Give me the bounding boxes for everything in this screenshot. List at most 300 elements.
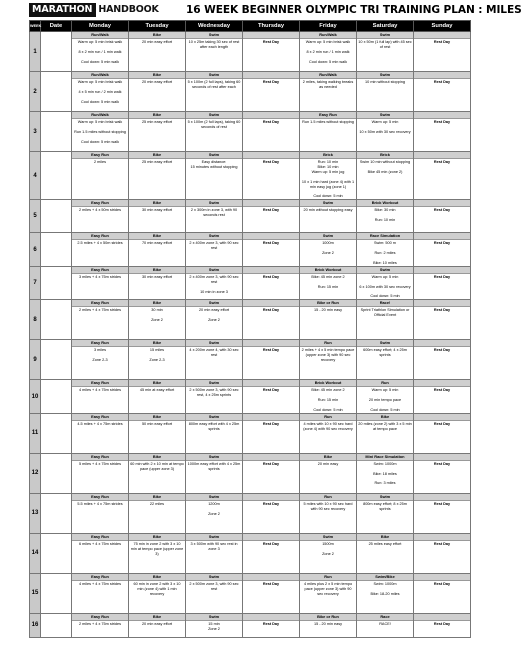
week-row — [30, 340, 471, 380]
day-cell-sunday — [414, 32, 471, 72]
day-cell-thursday — [243, 266, 300, 300]
workout-details: 1500m Zone 2 — [322, 541, 334, 556]
activity-label — [243, 300, 299, 307]
workout-details: Rest Day — [433, 274, 451, 279]
workout-details: Rest Day — [262, 421, 280, 426]
activity-label — [243, 152, 299, 159]
activity-label: Easy Run — [72, 340, 128, 347]
activity-label: Bike — [357, 414, 413, 421]
workout-details: 3 x 500m with 90 sec rest in zone 3 — [190, 541, 238, 551]
day-cell-wednesday — [186, 573, 243, 613]
workout-details: 3 miles + 4 x 75m strides — [78, 274, 122, 279]
activity-label — [243, 614, 299, 621]
day-cell-tuesday — [129, 112, 186, 152]
week-number: 3 — [30, 112, 41, 152]
activity-label: Bike — [129, 300, 185, 307]
training-plan-table — [29, 20, 471, 638]
day-cell-monday — [72, 453, 129, 493]
week-row — [30, 300, 471, 340]
workout-details: 20 miles (zone 2) with 3 x 5 min at tempo pace — [358, 421, 412, 431]
date-cell[interactable] — [41, 413, 72, 453]
workout-details: Rest Day — [262, 80, 280, 84]
day-cell-tuesday — [129, 72, 186, 112]
activity-label — [243, 534, 299, 541]
activity-label: Easy Run — [72, 534, 128, 541]
week-number: 16 — [30, 613, 41, 637]
activity-label — [414, 614, 470, 621]
activity-label — [243, 454, 299, 461]
workout-details: 2 miles + 4 x 75m strides — [78, 308, 122, 313]
day-cell-friday — [300, 266, 357, 300]
activity-label: Brick Workout — [300, 267, 356, 274]
day-cell-tuesday — [129, 493, 186, 533]
workout-details: 800m easy effort with 4 x 25m sprints — [188, 421, 240, 431]
activity-label — [243, 380, 299, 387]
week-number: 6 — [30, 233, 41, 267]
day-cell-tuesday — [129, 340, 186, 380]
activity-label: Swim — [357, 494, 413, 501]
workout-details: Rest Day — [433, 501, 451, 506]
workout-details: Rest Day — [433, 40, 451, 44]
workout-details: Run 1.5 miles without stopping — [302, 120, 354, 124]
activity-label: Bike — [129, 574, 185, 581]
day-cell-wednesday — [186, 300, 243, 340]
day-cell-tuesday — [129, 300, 186, 340]
date-cell[interactable] — [41, 112, 72, 152]
workout-details: 10 min without stopping — [365, 80, 405, 84]
week-row — [30, 233, 471, 267]
workout-details: Rest Day — [262, 274, 280, 279]
week-number: 9 — [30, 340, 41, 380]
workout-details: 60 min with 2 x 10 min at tempo pace (upper zone 3) — [130, 461, 184, 471]
day-cell-tuesday — [129, 233, 186, 267]
workout-details: Rest Day — [262, 461, 280, 466]
day-cell-thursday — [243, 72, 300, 112]
workout-details: Warm up: 5 min brisk walk Run 1.5 miles without stopping Cool down: 5 min walk — [74, 120, 126, 144]
day-cell-monday — [72, 32, 129, 72]
day-cell-thursday — [243, 613, 300, 637]
day-cell-saturday — [357, 340, 414, 380]
day-cell-wednesday — [186, 266, 243, 300]
day-cell-saturday — [357, 533, 414, 573]
day-cell-monday — [72, 300, 129, 340]
header-week: WEEK — [30, 21, 41, 32]
header-friday: Friday — [300, 21, 357, 32]
week-number: 2 — [30, 72, 41, 112]
workout-details: Rest Day — [262, 120, 280, 124]
workout-details: 5 miles + 4 x 75m strides — [78, 461, 122, 466]
day-cell-friday — [300, 573, 357, 613]
workout-details: Rest Day — [433, 348, 451, 353]
activity-label: Swim — [357, 267, 413, 274]
workout-details: Rest Day — [262, 40, 280, 44]
day-cell-thursday — [243, 233, 300, 267]
day-cell-monday — [72, 200, 129, 233]
activity-label — [414, 494, 470, 501]
workout-details: Run: 10 min Bike: 10 min Warm up: 5 min jog 10 x 1 min hard (zone 4) with 1 min easy jog (zone 1) Cool down: 5 min — [301, 160, 355, 199]
activity-label: Bike — [129, 380, 185, 387]
activity-label — [414, 534, 470, 541]
workout-details: 2 miles — [93, 160, 107, 164]
date-cell[interactable] — [41, 573, 72, 613]
activity-label: Run — [300, 574, 356, 581]
workout-details: 4 miles + 4 x 75m strides — [78, 388, 122, 393]
activity-label: Brick Workout — [357, 200, 413, 207]
activity-label: Bike — [129, 233, 185, 240]
day-cell-sunday — [414, 613, 471, 637]
activity-label: Bike — [129, 112, 185, 119]
workout-details: Rest Day — [433, 241, 451, 246]
workout-details: 4.5 miles + 4 x 75m strides — [77, 421, 123, 426]
workout-details: 2 x 400m zone 3, with 90 sec rest 10 min in zone 3 — [189, 274, 239, 294]
workout-details: Rest Day — [262, 388, 280, 393]
week-row — [30, 573, 471, 613]
day-cell-sunday — [414, 233, 471, 267]
day-cell-saturday — [357, 266, 414, 300]
workout-details: Rest Day — [433, 308, 451, 313]
day-cell-wednesday — [186, 533, 243, 573]
activity-label: Swim — [357, 112, 413, 119]
date-cell[interactable] — [41, 72, 72, 112]
activity-label: Brick Workout — [300, 380, 356, 387]
activity-label: Easy Run — [72, 233, 128, 240]
activity-label — [243, 414, 299, 421]
date-cell[interactable] — [41, 233, 72, 267]
workout-details: 15 - 20 min easy — [313, 621, 343, 626]
activity-label: Run/Walk — [72, 72, 128, 79]
activity-label: Race — [357, 614, 413, 621]
day-cell-friday — [300, 233, 357, 267]
day-cell-friday — [300, 413, 357, 453]
workout-details: 3 miles Zone 2-3 — [92, 348, 108, 363]
day-cell-saturday — [357, 493, 414, 533]
logo-word-marathon: MARATHON — [29, 3, 96, 17]
activity-label: Bike — [129, 494, 185, 501]
activity-label: Run/Walk — [72, 112, 128, 119]
week-row — [30, 152, 471, 200]
plan-title: 16 WEEK BEGINNER OLYMPIC TRI TRAINING PLAN : MILES — [186, 4, 522, 16]
workout-details: 4 x 200m zone 4, with 30 sec rest — [189, 348, 239, 358]
day-cell-thursday — [243, 413, 300, 453]
day-cell-saturday — [357, 200, 414, 233]
activity-label: Easy Run — [72, 380, 128, 387]
activity-label — [243, 340, 299, 347]
day-cell-monday — [72, 266, 129, 300]
day-cell-saturday — [357, 380, 414, 414]
activity-label — [243, 200, 299, 207]
activity-label — [414, 32, 470, 39]
workout-details: 10 x 25m taking 30 sec of rest after each length — [188, 40, 240, 49]
table-header-row — [30, 21, 471, 32]
workout-details: Rest Day — [262, 501, 280, 506]
activity-label: Bike — [129, 414, 185, 421]
workout-details: Sprint Triathlon Simulation or Official Event — [360, 308, 410, 318]
day-cell-wednesday — [186, 413, 243, 453]
header-wednesday: Wednesday — [186, 21, 243, 32]
workout-details: 6 miles + 4 x 75m strides — [78, 541, 122, 546]
day-cell-sunday — [414, 413, 471, 453]
activity-label: Swim — [186, 494, 242, 501]
workout-details: 60 min in zone 2 with 3 x 10 min (zone 4) with 1 min recovery — [133, 581, 181, 596]
workout-details: 20 min easy — [317, 461, 339, 466]
activity-label: Bike — [129, 267, 185, 274]
workout-details: 5 miles with 10 x 90 sec hard with 90 sec recovery — [303, 501, 353, 511]
week-number: 15 — [30, 573, 41, 613]
workout-details: 25 min easy effort — [141, 160, 173, 164]
activity-label: Easy Run — [72, 152, 128, 159]
workout-details: RACE! — [379, 621, 391, 626]
workout-details: 15 miles Zone 2-3 — [149, 348, 165, 363]
workout-details: Swim: 1000m Bike: 18-20 miles — [370, 581, 400, 596]
day-cell-sunday — [414, 266, 471, 300]
day-cell-saturday — [357, 573, 414, 613]
activity-label: Bike — [129, 534, 185, 541]
day-cell-thursday — [243, 112, 300, 152]
workout-details: Rest Day — [433, 120, 451, 124]
workout-details: 2 x 300m in zone 3, with 90 seconds rest — [190, 208, 238, 218]
day-cell-friday — [300, 453, 357, 493]
activity-label: Bike — [129, 614, 185, 621]
day-cell-tuesday — [129, 266, 186, 300]
day-cell-friday — [300, 72, 357, 112]
activity-label: Run/Walk — [72, 32, 128, 39]
workout-details: Rest Day — [433, 581, 451, 586]
activity-label — [243, 494, 299, 501]
day-cell-thursday — [243, 573, 300, 613]
workout-details: Warm up: 5 min brisk walk 8 x 2 min run / 1 min walk Cool down: 5 min walk — [305, 40, 351, 64]
activity-label: Swim — [186, 152, 242, 159]
workout-details: 600m easy effort; 4 x 25m sprints — [363, 348, 407, 358]
day-cell-wednesday — [186, 493, 243, 533]
workout-details: Rest Day — [262, 581, 280, 586]
activity-label — [414, 454, 470, 461]
activity-label: Swim — [186, 614, 242, 621]
activity-label: Swim — [357, 340, 413, 347]
day-cell-sunday — [414, 300, 471, 340]
activity-label: Swim — [300, 534, 356, 541]
activity-label: Easy Run — [72, 574, 128, 581]
workout-details: 20 min easy effort — [141, 621, 173, 626]
workout-details: Rest Day — [262, 160, 280, 164]
day-cell-thursday — [243, 200, 300, 233]
day-cell-monday — [72, 533, 129, 573]
day-cell-wednesday — [186, 32, 243, 72]
activity-label: Easy Run — [300, 112, 356, 119]
activity-label: Swim — [186, 233, 242, 240]
date-cell[interactable] — [41, 380, 72, 414]
activity-label: Bike — [129, 72, 185, 79]
workout-details: Swim: 1000m Bike: 18 miles Run: 3 miles — [373, 461, 397, 486]
activity-label: Mini Race Simulation — [357, 454, 413, 461]
workout-details: 50 min easy effort — [141, 421, 173, 426]
date-cell[interactable] — [41, 533, 72, 573]
header-tuesday: Tuesday — [129, 21, 186, 32]
day-cell-sunday — [414, 340, 471, 380]
workout-details: 4 miles with 10 x 90 sec hard (zone 4) with 90 sec recovery — [303, 421, 353, 431]
workout-details: 25 min easy effort — [141, 120, 173, 124]
day-cell-thursday — [243, 32, 300, 72]
activity-label: Easy Run — [72, 614, 128, 621]
activity-label — [414, 574, 470, 581]
day-cell-tuesday — [129, 200, 186, 233]
day-cell-thursday — [243, 152, 300, 200]
activity-label: Swim — [186, 200, 242, 207]
date-cell[interactable] — [41, 152, 72, 200]
workout-details: 15 min Zone 2 — [208, 621, 220, 631]
activity-label: Easy Run — [72, 414, 128, 421]
workout-details: 10 x 50m (1 full lap) with 45 sec of rest — [358, 40, 412, 49]
workout-details: Bike: 45 min zone 2 Run: 15 min Cool down: 5 min — [311, 388, 345, 412]
activity-label — [243, 233, 299, 240]
day-cell-thursday — [243, 453, 300, 493]
activity-label — [414, 414, 470, 421]
workout-details: 20 min easy effort — [141, 40, 173, 44]
workout-details: 4 miles + 4 x 75m strides — [78, 581, 122, 586]
day-cell-wednesday — [186, 613, 243, 637]
day-cell-saturday — [357, 112, 414, 152]
day-cell-sunday — [414, 493, 471, 533]
activity-label: Run — [300, 494, 356, 501]
activity-label: Brick — [357, 152, 413, 159]
day-cell-tuesday — [129, 453, 186, 493]
week-row — [30, 493, 471, 533]
day-cell-monday — [72, 112, 129, 152]
workout-details: Rest Day — [433, 421, 451, 426]
workout-details: Rest Day — [262, 348, 280, 353]
week-row — [30, 380, 471, 414]
header-sunday: Sunday — [414, 21, 471, 32]
workout-details: Rest Day — [433, 621, 451, 626]
day-cell-wednesday — [186, 233, 243, 267]
day-cell-saturday — [357, 413, 414, 453]
day-cell-monday — [72, 413, 129, 453]
workout-details: Bike: 30 min Run: 10 min — [374, 208, 396, 223]
workout-details: Rest Day — [262, 208, 280, 213]
activity-label — [243, 72, 299, 79]
workout-details: 5 x 100m (2 full laps), taking 60 seconds of rest — [187, 120, 241, 129]
day-cell-thursday — [243, 533, 300, 573]
workout-details: Warm up: 5 min brisk walk 8 x 2 min run / 1 min walk Cool down: 5 min walk — [77, 40, 123, 64]
activity-label — [414, 300, 470, 307]
day-cell-friday — [300, 533, 357, 573]
activity-label: Swim — [186, 340, 242, 347]
workout-details: Rest Day — [262, 541, 280, 546]
activity-label: Bike — [129, 200, 185, 207]
day-cell-saturday — [357, 32, 414, 72]
workout-details: 5 x 100m (2 full laps), taking 60 seconds of rest after each — [187, 80, 241, 89]
activity-label: Easy Run — [72, 300, 128, 307]
activity-label — [414, 112, 470, 119]
day-cell-tuesday — [129, 380, 186, 414]
week-number: 7 — [30, 266, 41, 300]
day-cell-saturday — [357, 613, 414, 637]
day-cell-sunday — [414, 453, 471, 493]
workout-details: 800m easy effort; 8 x 25m sprints — [363, 501, 407, 511]
activity-label — [243, 267, 299, 274]
week-number: 8 — [30, 300, 41, 340]
workout-details: Warm up: 5 min brisk walk 4 x 5 min run / 2 min walk Cool down: 5 min walk — [77, 80, 123, 104]
activity-label — [414, 267, 470, 274]
date-cell[interactable] — [41, 453, 72, 493]
day-cell-friday — [300, 300, 357, 340]
week-number: 11 — [30, 413, 41, 453]
activity-label: Swim/Bike — [357, 574, 413, 581]
activity-label — [414, 72, 470, 79]
week-row — [30, 200, 471, 233]
activity-label: Bike — [357, 534, 413, 541]
date-cell[interactable] — [41, 493, 72, 533]
workout-details: Rest Day — [433, 160, 451, 164]
day-cell-tuesday — [129, 152, 186, 200]
activity-label: Bike or Run — [300, 614, 356, 621]
activity-label: Swim — [357, 72, 413, 79]
workout-details: Warm up: 5 min 10 x 50m with 30 sec recovery — [359, 120, 411, 134]
workout-details: 2 miles + 4 x 75m strides — [78, 621, 122, 626]
week-row — [30, 112, 471, 152]
day-cell-tuesday — [129, 32, 186, 72]
day-cell-thursday — [243, 340, 300, 380]
day-cell-wednesday — [186, 72, 243, 112]
activity-label: Swim — [186, 112, 242, 119]
activity-label: Easy Run — [72, 494, 128, 501]
activity-label — [243, 574, 299, 581]
day-cell-sunday — [414, 533, 471, 573]
day-cell-friday — [300, 613, 357, 637]
workout-details: 45 min at easy effort — [139, 388, 175, 393]
activity-label: Swim — [357, 32, 413, 39]
day-cell-friday — [300, 152, 357, 200]
activity-label: Swim — [186, 32, 242, 39]
workout-details: 2 x 500m zone 3, with 90 sec rest — [189, 581, 239, 591]
activity-label: Swim — [186, 414, 242, 421]
workout-details: 20 min easy effort Zone 2 — [198, 308, 230, 323]
day-cell-saturday — [357, 72, 414, 112]
day-cell-monday — [72, 573, 129, 613]
day-cell-tuesday — [129, 613, 186, 637]
day-cell-wednesday — [186, 152, 243, 200]
date-cell[interactable] — [41, 613, 72, 637]
workout-details: 20 min easy effort — [141, 80, 173, 84]
date-cell[interactable] — [41, 340, 72, 380]
marathon-handbook-logo[interactable] — [29, 3, 159, 17]
activity-label — [243, 112, 299, 119]
workout-details: 1000m easy effort with 4 x 25m sprints — [187, 461, 241, 471]
date-cell[interactable] — [41, 300, 72, 340]
workout-details: 2 x 500m zone 3, with 90 sec rest, 4 x 25m sprints — [189, 388, 239, 398]
date-cell[interactable] — [41, 32, 72, 72]
week-row — [30, 533, 471, 573]
header-thursday: Thursday — [243, 21, 300, 32]
day-cell-monday — [72, 233, 129, 267]
workout-details: 20 min without stopping easy — [303, 208, 353, 213]
day-cell-tuesday — [129, 413, 186, 453]
activity-label: Bike — [129, 32, 185, 39]
workout-details: 2 x 400m zone 3, with 90 sec rest — [189, 241, 239, 251]
day-cell-monday — [72, 613, 129, 637]
day-cell-sunday — [414, 380, 471, 414]
header-monday: Monday — [72, 21, 129, 32]
date-cell[interactable] — [41, 200, 72, 233]
date-cell[interactable] — [41, 266, 72, 300]
week-number: 14 — [30, 533, 41, 573]
activity-label: Bike — [129, 152, 185, 159]
day-cell-wednesday — [186, 340, 243, 380]
day-cell-saturday — [357, 233, 414, 267]
workout-details: Bike: 45 min zone 2 Run: 15 min — [311, 274, 345, 289]
workout-details: 75 min in zone 2 with 3 x 10 min at tempo pace (upper zone 3) — [130, 541, 184, 556]
workout-details: Rest Day — [262, 621, 280, 626]
workout-details: Rest Day — [433, 388, 451, 393]
